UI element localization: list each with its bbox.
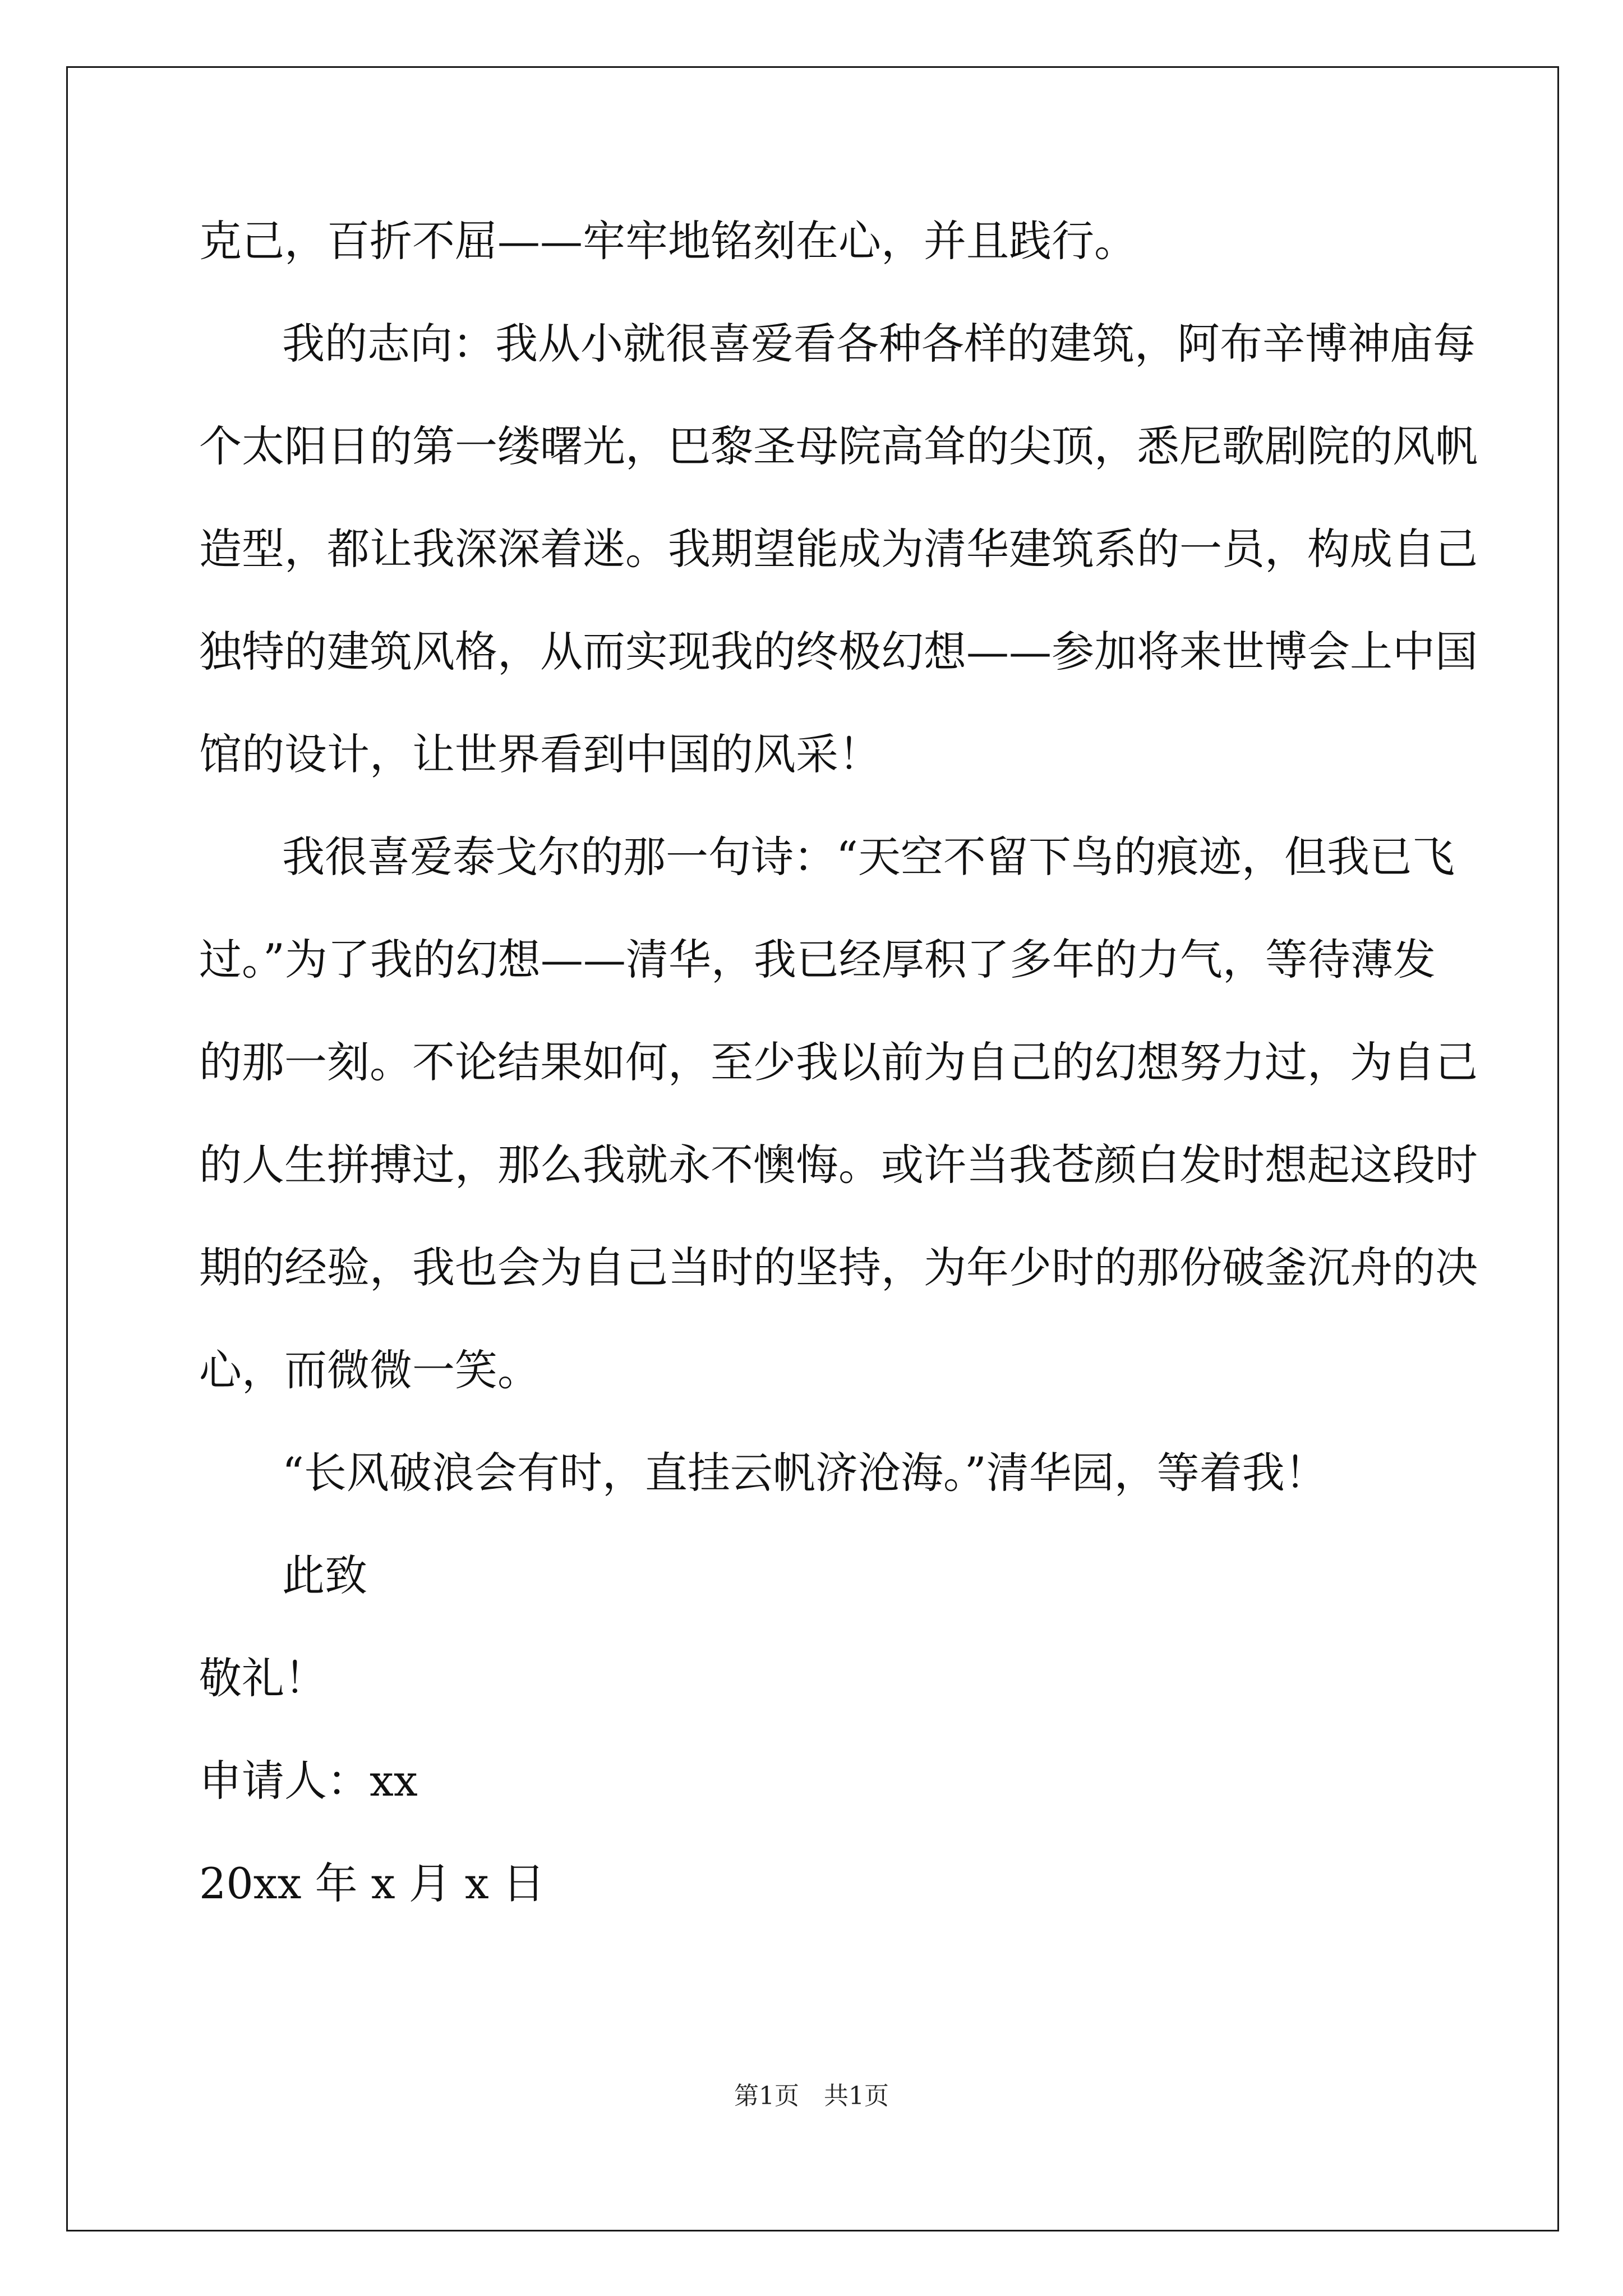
date-line: 20xx 年 x 月 x 日: [199, 1858, 545, 1908]
text-line: 独特的建筑风格，从而实现我的终极幻想——参加将来世博会上中国: [199, 627, 1478, 677]
salutation-line: 敬礼！: [199, 1653, 327, 1703]
text-line: 的人生拼搏过，那么我就永不懊悔。或许当我苍颜白发时想起这段时: [199, 1140, 1478, 1190]
text-line: 我的志向：我从小就很喜爱看各种各样的建筑，阿布辛博神庙每: [282, 319, 1476, 369]
text-line: 过。”为了我的幻想——清华，我已经厚积了多年的力气，等待薄发: [199, 935, 1436, 984]
text-line: 我很喜爱泰戈尔的那一句诗：“天空不留下鸟的痕迹，但我已飞: [282, 832, 1455, 882]
text-line: 的那一刻。不论结果如何，至少我以前为自己的幻想努力过，为自己: [199, 1037, 1478, 1087]
quote-line: “长风破浪会有时，直挂云帆济沧海。”清华园，等着我！: [282, 1448, 1327, 1498]
text-line: 个太阳日的第一缕曙光，巴黎圣母院高耸的尖顶，悉尼歌剧院的风帆: [199, 421, 1478, 471]
applicant-line: 申请人：xx: [199, 1756, 418, 1806]
text-line: 馆的设计，让世界看到中国的风采！: [199, 729, 881, 779]
text-line: 心，而微微一笑。: [199, 1345, 540, 1395]
text-line: 克己，百折不屈——牢牢地铭刻在心，并且践行。: [199, 216, 1137, 266]
closing-line: 此致: [282, 1550, 367, 1600]
text-line: 造型，都让我深深着迷。我期望能成为清华建筑系的一员，构成自己: [199, 524, 1478, 574]
text-line: 期的经验，我也会为自己当时的坚持，为年少时的那份破釜沉舟的决: [199, 1243, 1478, 1292]
page-footer: 第1页 共1页: [734, 2082, 889, 2110]
